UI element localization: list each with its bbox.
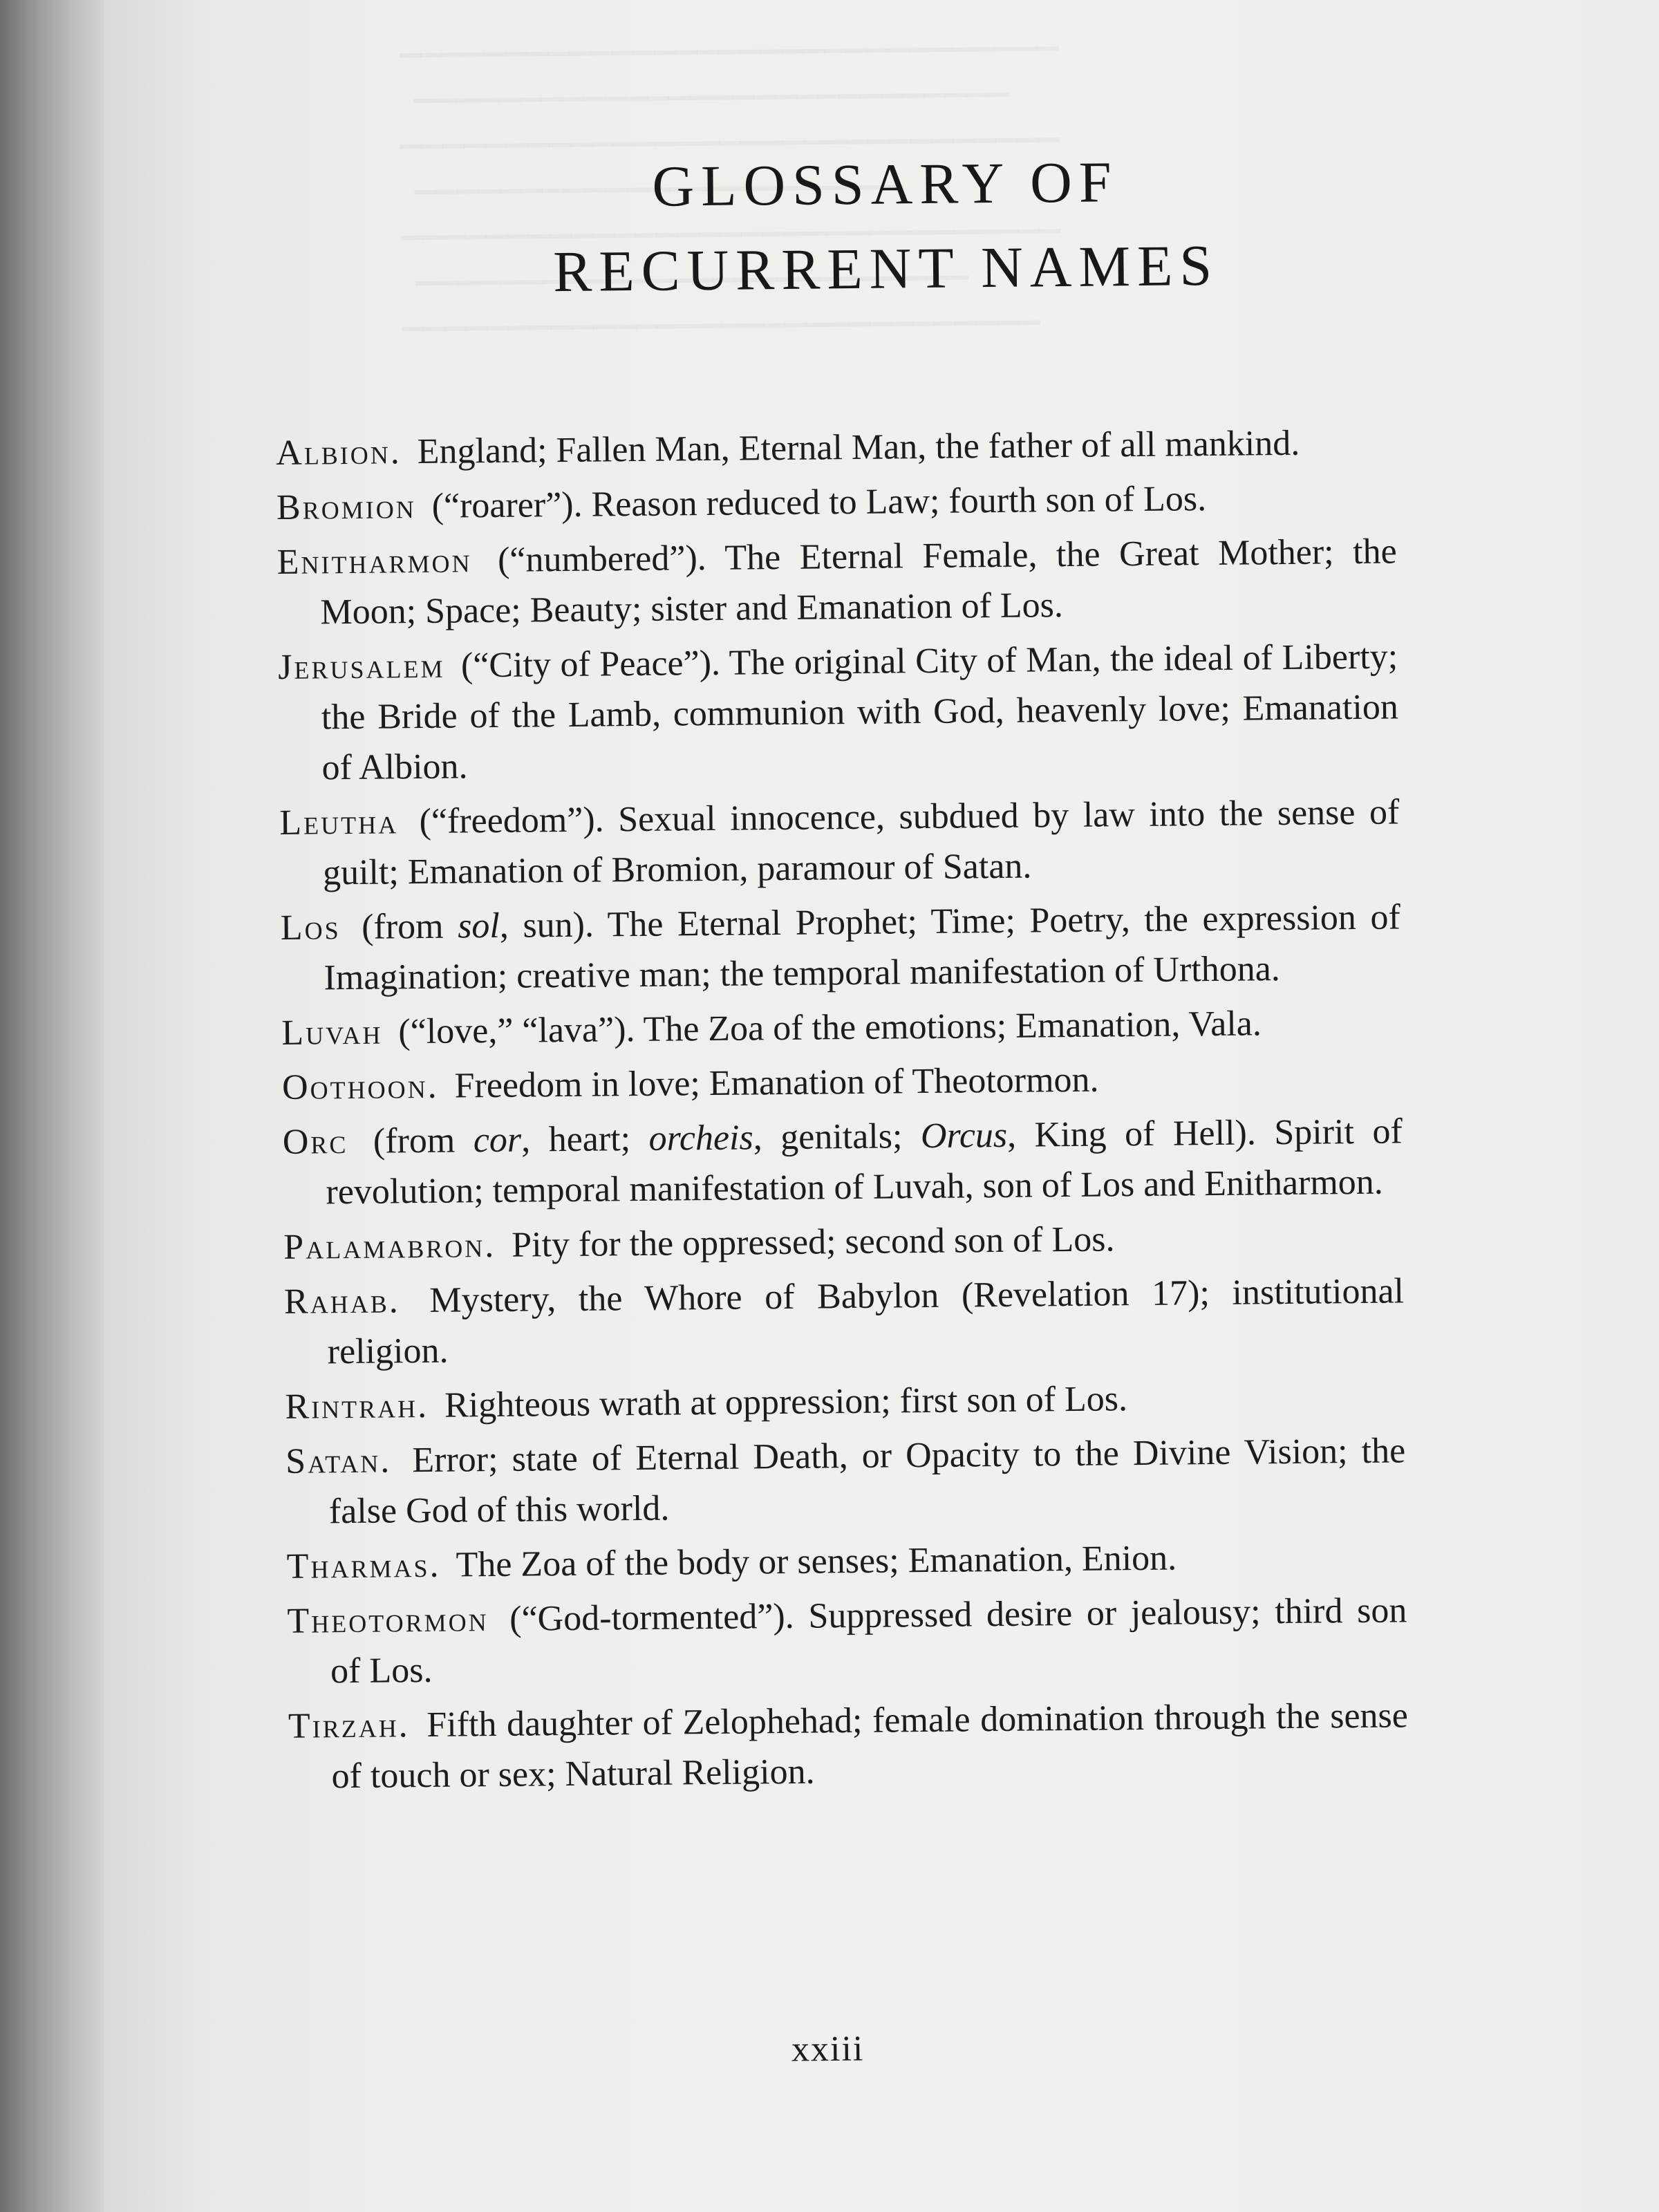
entry-gloss: (“City of Peace”). The original City of Man, the ideal of Liberty; the Bride of the Lamb, communion with God, heavenly love; Emanation of Albion. bbox=[321, 637, 1399, 788]
entry-term: Oothoon. bbox=[281, 1066, 439, 1107]
entry-term: Leutha bbox=[279, 802, 399, 843]
page-number: xxiii bbox=[791, 2029, 865, 2070]
glossary-entry-satan bbox=[285, 1425, 1406, 1537]
entry-term: Tirzah. bbox=[288, 1705, 410, 1746]
glossary-entry-rintrah bbox=[285, 1371, 1405, 1432]
entry-gloss: (“love,” “lava”). The Zoa of the emotions; Emanation, Vala. bbox=[398, 1004, 1262, 1052]
glossary-entry-rahab bbox=[284, 1266, 1405, 1378]
glossary-content bbox=[273, 138, 1409, 1806]
entry-term: Satan. bbox=[285, 1441, 392, 1481]
entry-term: Bromion bbox=[276, 487, 416, 527]
entry-term: Theotormon bbox=[287, 1600, 489, 1641]
glossary-entry-oothoon bbox=[282, 1051, 1403, 1113]
glossary-entry-theotormon bbox=[287, 1585, 1407, 1697]
entry-gloss: Fifth daughter of Zelophehad; female domination through the sense of touch or sex; Natural Religion. bbox=[331, 1696, 1409, 1797]
entry-gloss: (from cor, heart; orcheis, genitals; Orcus, King of Hell). Spirit of revolution; temporal manifestation of Luvah, son of Los and Enitharmon. bbox=[326, 1112, 1403, 1212]
entry-gloss: (“freedom”). Sexual innocence, subdued by law into the sense of guilt; Emanation of Bromion, paramour of Satan. bbox=[322, 792, 1400, 893]
entry-term: Orc bbox=[282, 1122, 348, 1162]
entry-gloss: Error; state of Eternal Death, or Opacity to the Divine Vision; the false God of this world. bbox=[328, 1431, 1406, 1532]
glossary-entry-albion bbox=[276, 417, 1396, 478]
entry-gloss: Righteous wrath at oppression; first son of Los. bbox=[444, 1379, 1128, 1425]
glossary-entry-palamabron bbox=[283, 1211, 1404, 1273]
entry-gloss: Freedom in love; Emanation of Theotormon. bbox=[454, 1060, 1099, 1106]
entry-term: Rintrah. bbox=[285, 1385, 429, 1427]
entry-gloss: Pity for the oppressed; second son of Los. bbox=[511, 1219, 1115, 1265]
page-title bbox=[273, 138, 1394, 317]
entry-gloss: Mystery, the Whore of Babylon (Revelation 17); institutional religion. bbox=[327, 1271, 1405, 1372]
entry-term: Palamabron. bbox=[283, 1225, 496, 1267]
entry-term: Tharmas. bbox=[286, 1545, 441, 1586]
entry-gloss: (from sol, sun). The Eternal Prophet; Time; Poetry, the expression of Imagination; creative man; the temporal manifestation of Urthona. bbox=[324, 897, 1401, 998]
glossary-entry-enitharmon bbox=[276, 526, 1397, 638]
glossary-list bbox=[276, 417, 1409, 1801]
entry-gloss: (“God-tormented”). Suppressed desire or jealousy; third son of Los. bbox=[330, 1591, 1407, 1691]
entry-gloss: (“roarer”). Reason reduced to Law; fourth son of Los. bbox=[431, 479, 1207, 526]
glossary-entry-jerusalem bbox=[278, 631, 1399, 794]
entry-term: Jerusalem bbox=[277, 646, 445, 687]
glossary-entry-luvah bbox=[281, 997, 1402, 1058]
title-line-1: GLOSSARY OF bbox=[652, 150, 1118, 219]
entry-gloss: The Zoa of the body or senses; Emanation, Enion. bbox=[456, 1538, 1177, 1585]
entry-term: Los bbox=[280, 908, 341, 948]
glossary-entry-bromion bbox=[276, 471, 1397, 533]
glossary-entry-tirzah bbox=[288, 1690, 1409, 1802]
entry-gloss: England; Fallen Man, Eternal Man, the father of all mankind. bbox=[417, 423, 1300, 472]
title-line-2: RECURRENT NAMES bbox=[552, 233, 1219, 305]
glossary-entry-tharmas bbox=[286, 1530, 1407, 1592]
glossary-entry-los bbox=[280, 892, 1400, 1004]
glossary-entry-orc bbox=[282, 1106, 1403, 1218]
book-spine-shadow bbox=[0, 0, 104, 2212]
entry-term: Enitharmon bbox=[276, 541, 472, 582]
glossary-entry-leutha bbox=[279, 787, 1400, 899]
entry-term: Albion. bbox=[275, 432, 402, 473]
entry-term: Rahab. bbox=[283, 1281, 400, 1322]
entry-gloss: (“numbered”). The Eternal Female, the Great Mother; the Moon; Space; Beauty; sister and Emanation of Los. bbox=[320, 532, 1397, 632]
entry-term: Luvah bbox=[281, 1012, 383, 1053]
